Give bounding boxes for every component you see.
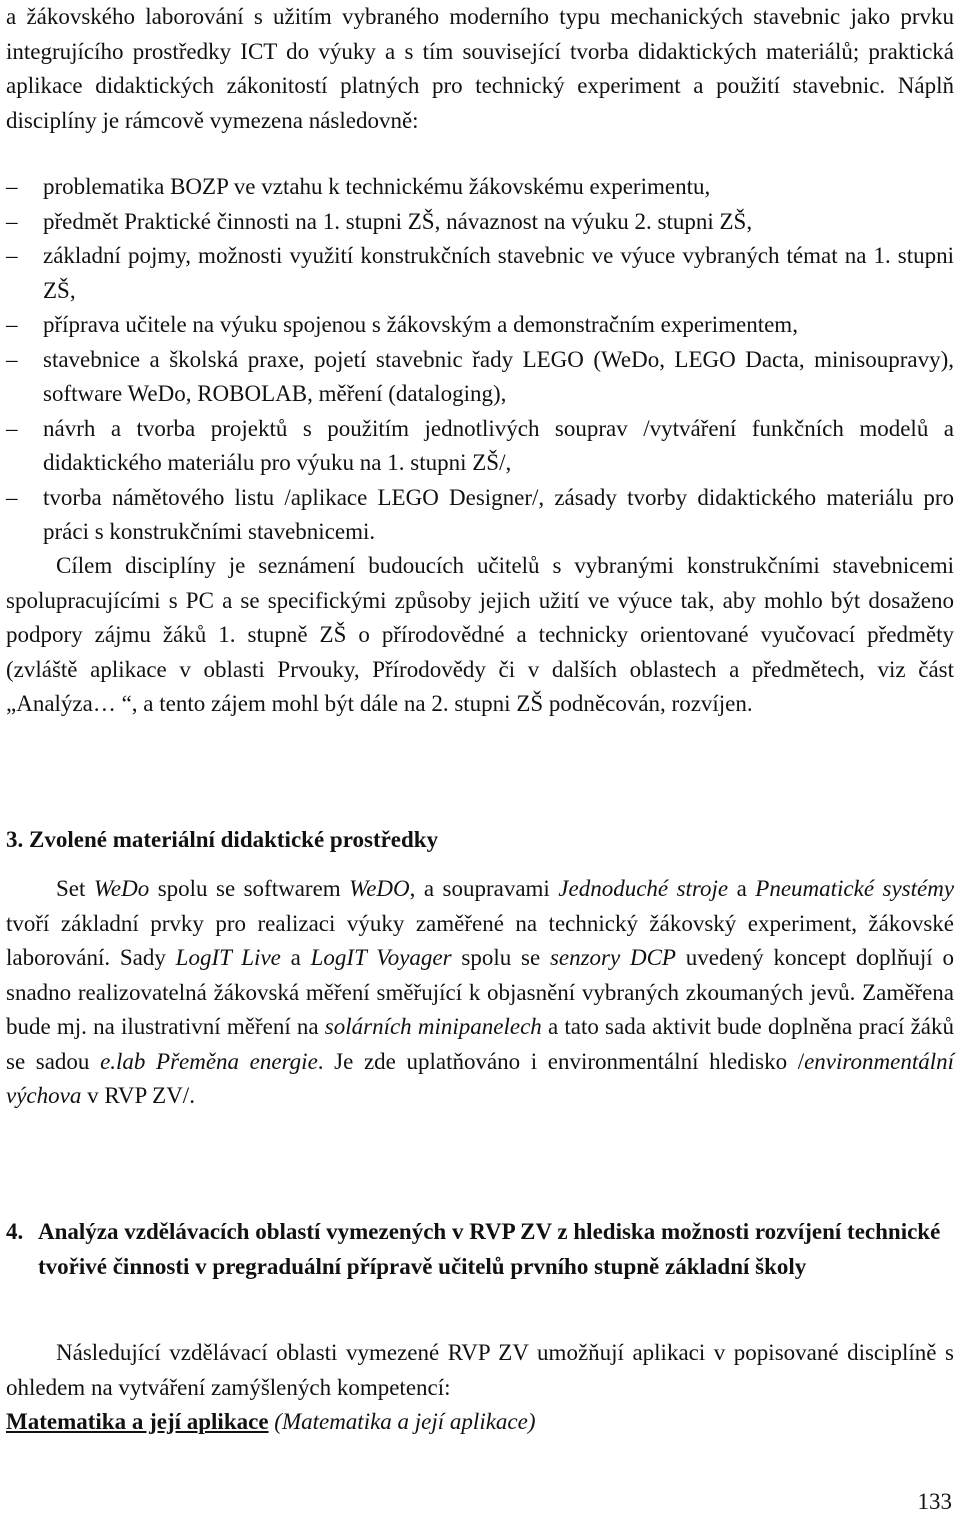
italic-term: e.lab Přeměna energie	[100, 1048, 318, 1074]
goal-paragraph: Cílem disciplíny je seznámení budoucích učitelů s vybranými konstrukčními stavebnicemi spolupracujícími s PC a se specifickými způsoby jejich užití ve výuce tak, aby mohlo být dosaženo podpory zájmu žáků 1. stupně ZŠ o přírodovědné a technicky orientované vyučovací předměty (zvláště aplikace v oblasti Prvouky, Přírodovědy či v dalších oblastech a předmětech, viz část „Analýza… “, a tento zájem mohl být dále na 2. stupni ZŠ podněcován, rozvíjen.	[6, 553, 954, 716]
dash-bullet: –	[6, 484, 18, 510]
section-3-paragraph	[6, 872, 954, 1114]
text-run: . Je zde uplatňováno i environmentální hledisko /	[317, 1048, 805, 1074]
text-run: spolu se softwarem	[149, 876, 350, 901]
list-item	[6, 481, 954, 550]
italic-term: LogIT Live	[175, 945, 281, 970]
list-item-text: tvorba námětového listu /aplikace LEGO Designer/, zásady tvorby didaktického materiálu pro práci s konstrukčními stavebnicemi.	[43, 484, 954, 544]
list-item	[6, 308, 954, 343]
list-item-text: problematika BOZP ve vztahu k technickému žákovskému experimentu,	[43, 174, 711, 199]
text-run: , a soupravami	[409, 876, 559, 901]
text-run: uvedený koncept doplňují o snadno realizovatelná žákovská měření směřující k objasnění vybraných zkoumaných jevů. Zaměřena bude mj. na ilustrativní měření na	[6, 945, 954, 1039]
italic-term: Pneumatické systémy	[755, 876, 955, 901]
text-run: a	[280, 945, 311, 970]
text-run: Set	[56, 876, 94, 901]
text-run: a tato sada aktivit bude doplněna prací žáků se sadou	[6, 1014, 955, 1074]
section-4-number: 4.	[6, 1219, 24, 1244]
italic-term: senzory DCP	[549, 945, 676, 970]
list-item-text: stavebnice a školská praxe, pojetí stavebnic řady LEGO (WeDo, LEGO Dacta, minisoupravy), software WeDo, ROBOLAB, měření (dataloging),	[43, 346, 954, 406]
italic-term: WeDo	[93, 876, 150, 901]
list-item	[6, 170, 954, 205]
section-4-paragraph: Následující vzdělávací oblasti vymezené RVP ZV umožňují aplikaci v popisované disciplíně s ohledem na vytváření zamýšlených kompetencí:	[6, 1340, 954, 1400]
page-number: 133	[917, 1489, 952, 1514]
subject-line	[6, 1405, 536, 1440]
list-item	[6, 205, 954, 240]
dash-bullet: –	[6, 208, 18, 234]
list-item-text: předmět Praktické činnosti na 1. stupni ZŠ, návaznost na výuku 2. stupni ZŠ,	[43, 208, 753, 234]
italic-term: WeDO	[349, 876, 410, 901]
list-item-text: základní pojmy, možnosti využití konstrukčních stavebnic ve výuce vybraných témat na 1. stupni ZŠ,	[43, 243, 954, 303]
list-item	[6, 412, 954, 481]
dash-bullet: –	[6, 415, 18, 441]
intro-paragraph: a žákovského laborování s užitím vybraného moderního typu mechanických stavebnic jako prvku integrujícího prostředky ICT do výuky a s tím související tvorba didaktických materiálů; praktická aplikace didaktických zákonitostí platných pro technický experiment a použití stavebnic. Náplň disciplíny je rámcově vymezena následovně:	[6, 4, 954, 133]
italic-term: solárních minipanelech	[324, 1014, 542, 1039]
section-4-heading	[6, 1215, 954, 1284]
dash-bullet: –	[6, 174, 18, 199]
text-run: spolu se	[451, 945, 550, 970]
subject-note: (Matematika a její aplikace)	[274, 1409, 536, 1434]
italic-term: environmentální výchova	[6, 1048, 954, 1108]
text-run: v RVP ZV/.	[81, 1083, 195, 1108]
dash-bullet: –	[6, 312, 18, 337]
list-item-text: návrh a tvorba projektů s použitím jednotlivých souprav /vytváření funkčních modelů a didaktického materiálu pro výuku na 1. stupni ZŠ/,	[43, 415, 954, 475]
dash-bullet: –	[6, 346, 18, 372]
italic-term: LogIT Voyager	[310, 945, 452, 970]
discipline-content-list	[6, 170, 954, 550]
subject-name: Matematika a její aplikace	[6, 1409, 269, 1434]
section-4-title: Analýza vzdělávacích oblastí vymezených v RVP ZV z hlediska možnosti rozvíjení technické tvořivé činnosti v pregraduální přípravě učitelů prvního stupně základní školy	[38, 1219, 941, 1279]
section-3-heading: 3. Zvolené materiální didaktické prostředky	[6, 827, 439, 852]
list-item	[6, 343, 954, 412]
text-run: tvoří základní prvky pro realizaci výuky zaměřené na technický žákovský experiment, žákovské laborování. Sady	[6, 910, 954, 970]
dash-bullet: –	[6, 243, 18, 268]
italic-term: Jednoduché stroje	[558, 876, 729, 901]
text-run: a	[728, 876, 756, 901]
list-item-text: příprava učitele na výuku spojenou s žákovským a demonstračním experimentem,	[43, 312, 798, 337]
list-item	[6, 239, 954, 308]
